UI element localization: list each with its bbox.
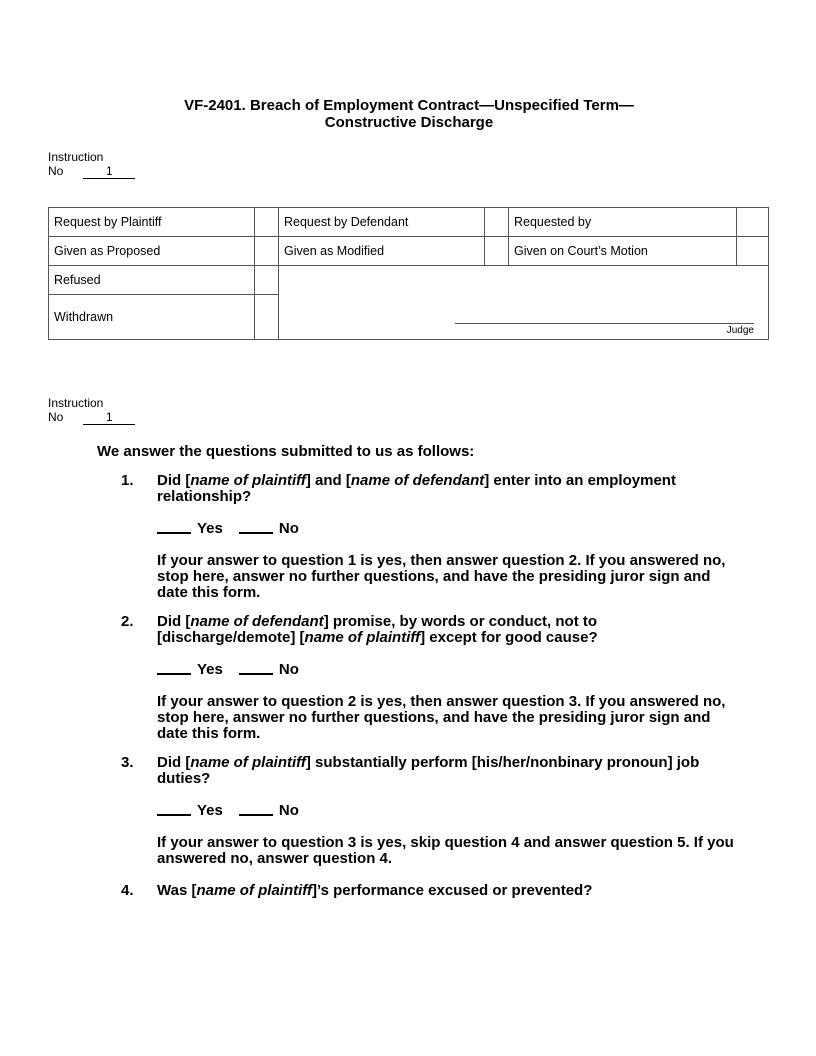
judge-signature-area (279, 266, 769, 340)
no-label: No (48, 410, 64, 424)
yes-blank[interactable] (157, 532, 191, 534)
judge-label: Judge (726, 324, 754, 336)
yes-label: Yes (197, 802, 223, 819)
no-label: No (48, 164, 64, 178)
question-number: 4. (121, 882, 134, 899)
form-title (0, 97, 816, 131)
question-text: Did [name of plaintiff] substantially perform [his/her/nonbinary pronoun] job duties? (157, 754, 700, 787)
yes-no-answer (157, 662, 737, 678)
request-table (48, 207, 769, 340)
verdict-questions (97, 444, 737, 915)
given-on-courts-motion-label: Given on Court’s Motion (509, 237, 737, 266)
question-3 (97, 755, 737, 867)
given-as-proposed-checkbox[interactable] (255, 237, 279, 266)
requested-by-label: Requested by (509, 208, 737, 237)
title-line-2: Constructive Discharge (324, 114, 494, 131)
refused-checkbox[interactable] (255, 266, 279, 295)
question-text: Was [name of plaintiff]’s performance excused or prevented? (157, 882, 593, 899)
intro-text: We answer the questions submitted to us as follows: (97, 443, 475, 460)
given-as-modified-checkbox[interactable] (485, 237, 509, 266)
instruction-number-field[interactable]: 1 (83, 165, 135, 179)
no-label: No (278, 520, 299, 537)
question-4 (97, 883, 737, 899)
request-by-defendant-label: Request by Defendant (279, 208, 485, 237)
request-by-defendant-checkbox[interactable] (485, 208, 509, 237)
yes-no-answer (157, 521, 737, 537)
question-number: 1. (121, 472, 134, 489)
question-1 (97, 473, 737, 601)
given-as-modified-label: Given as Modified (279, 237, 485, 266)
instruction-number-field[interactable]: 1 (83, 411, 135, 425)
yes-no-answer (157, 803, 737, 819)
title-line-1: VF-2401. Breach of Employment Contract—Unspecified Term— (184, 97, 634, 114)
no-blank[interactable] (239, 532, 273, 534)
question-number: 2. (121, 613, 134, 630)
followup-instruction: If your answer to question 2 is yes, then answer question 3. If you answered no, stop here, answer no further questions, and have the presiding juror sign and date this form. (157, 693, 726, 742)
withdrawn-label: Withdrawn (49, 295, 255, 340)
yes-label: Yes (197, 520, 223, 537)
withdrawn-checkbox[interactable] (255, 295, 279, 340)
request-by-plaintiff-label: Request by Plaintiff (49, 208, 255, 237)
followup-instruction: If your answer to question 3 is yes, skip question 4 and answer question 5. If you answered no, answer question 4. (157, 834, 734, 867)
instruction-label: Instruction (48, 396, 104, 410)
instruction-number-bottom (48, 396, 135, 425)
refused-label: Refused (49, 266, 255, 295)
requested-by-checkbox[interactable] (737, 208, 769, 237)
no-blank[interactable] (239, 814, 273, 816)
instruction-number-top (48, 150, 135, 179)
instruction-label: Instruction (48, 150, 104, 164)
question-2 (97, 614, 737, 742)
no-blank[interactable] (239, 673, 273, 675)
question-text: Did [name of defendant] promise, by words or conduct, not to [discharge/demote] [name of plaintiff] except for good cause? (157, 613, 598, 646)
question-text: Did [name of plaintiff] and [name of defendant] enter into an employment relationship? (157, 472, 676, 505)
question-number: 3. (121, 754, 134, 771)
yes-label: Yes (197, 661, 223, 678)
followup-instruction: If your answer to question 1 is yes, then answer question 2. If you answered no, stop here, answer no further questions, and have the presiding juror sign and date this form. (157, 552, 726, 601)
no-label: No (278, 802, 299, 819)
request-by-plaintiff-checkbox[interactable] (255, 208, 279, 237)
given-on-courts-motion-checkbox[interactable] (737, 237, 769, 266)
yes-blank[interactable] (157, 673, 191, 675)
no-label: No (278, 661, 299, 678)
yes-blank[interactable] (157, 814, 191, 816)
judge-signature-line[interactable] (455, 323, 754, 324)
given-as-proposed-label: Given as Proposed (49, 237, 255, 266)
